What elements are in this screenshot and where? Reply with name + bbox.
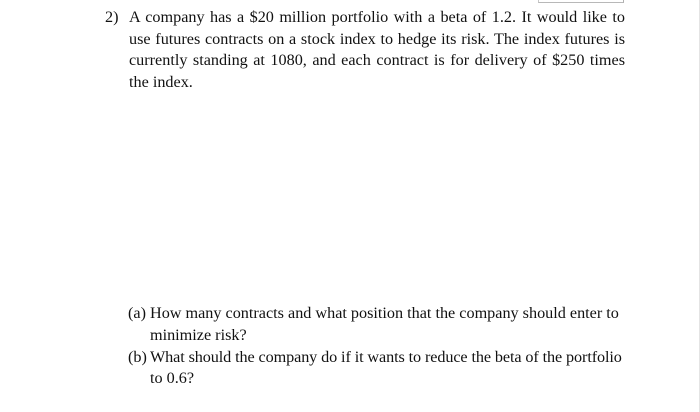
sub-question-b-line-2: to 0.6? xyxy=(150,369,195,388)
question-line-2: use futures contracts on a stock index to hedge its risk. The index futures is xyxy=(129,29,625,48)
cropped-marks-fragment xyxy=(538,0,624,3)
question-number: 2) xyxy=(105,8,119,26)
question-line-3: currently standing at 1080, and each contract is for delivery of $250 times xyxy=(129,51,625,69)
sub-question-a-text xyxy=(150,303,624,347)
sub-question-a-label: (a) xyxy=(128,304,146,322)
sub-questions xyxy=(128,303,624,390)
question-line-1: A company has a $20 million portfolio with a beta of 1.2. It would like to xyxy=(129,8,625,26)
sub-question-a xyxy=(128,303,624,347)
sub-question-a-line-2: minimize risk? xyxy=(150,325,247,344)
sub-question-b-label: (b) xyxy=(128,347,147,366)
sub-question-b xyxy=(128,347,624,391)
question-text xyxy=(129,7,625,93)
question-2 xyxy=(105,7,625,93)
question-line-4: the index. xyxy=(129,72,193,91)
sub-question-b-text xyxy=(150,347,624,391)
sub-question-b-line-1: What should the company do if it wants to reduce the beta of the portfolio xyxy=(150,347,622,366)
sub-question-a-line-1: How many contracts and what position that the company should enter to xyxy=(150,304,619,322)
